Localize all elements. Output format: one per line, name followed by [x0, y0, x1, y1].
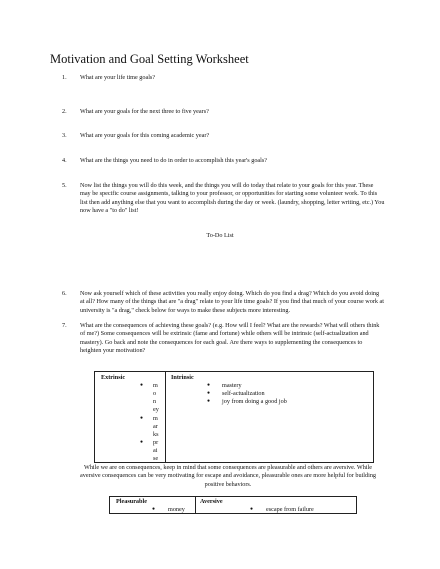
intrinsic-item: mastery — [222, 382, 242, 389]
extrinsic-fragment: se — [153, 455, 159, 462]
bullet-icon: ● — [140, 416, 144, 421]
question-number: 4. — [62, 157, 67, 164]
extrinsic-fragment: ai — [153, 447, 158, 454]
intrinsic-item: self-actualization — [222, 390, 265, 397]
extrinsic-fragment: ar — [153, 423, 158, 430]
page-title: Motivation and Goal Setting Worksheet — [50, 52, 249, 66]
consequences-note: While we are on consequences, keep in mind that some consequences are pleasurable and others are aversive. While aversive consequences can be very motivating for escape and avoidance, pleasurable ones are more helpful for building positive behaviors. — [79, 464, 377, 488]
question-number: 1. — [62, 74, 67, 81]
bullet-icon: ● — [250, 507, 254, 512]
aversive-item: escape from failure — [266, 506, 314, 513]
question-text: Now list the things you will do this week, and the things you will do today that relate to your goals for this year. These may be specific course assignments, talking to your professor, or opportunities for starting some volunteer work. To this list then add anything else that you want to accomplish during the day or week. (laundry, shopping, letter writing, etc.) You now have a "to do" list! — [80, 182, 385, 215]
question-number: 7. — [62, 322, 67, 329]
bullet-icon: ● — [140, 440, 144, 445]
extrinsic-fragment: o — [153, 390, 157, 397]
bullet-icon: ● — [140, 383, 144, 388]
pleasurable-header: Pleasurable — [116, 498, 147, 505]
todo-heading: To-Do List — [206, 232, 234, 239]
intrinsic-header: Intrinsic — [171, 374, 194, 381]
consequences-table — [94, 371, 374, 463]
extrinsic-fragment: ks — [153, 431, 159, 438]
column-divider — [195, 497, 196, 513]
question-text: Now ask yourself which of these activities you really enjoy doing. Which do you find a drag? Which do you avoid doing at all? How many of the things that are "a drag" relate to your life time goals? If you find that much of your course work at university is "a drag," check below for ways to make these subjects more interesting. — [80, 290, 385, 314]
question-number: 3. — [62, 132, 67, 139]
question-text: What are your goals for the next three to five years? — [80, 108, 209, 115]
question-text: What are your life time goals? — [80, 74, 156, 81]
aversive-header: Aversive — [200, 498, 223, 505]
question-text: What are the things you need to do in order to accomplish this year's goals? — [80, 157, 268, 164]
bullet-icon: ● — [207, 399, 211, 404]
pleasurable-aversive-table — [109, 496, 357, 514]
extrinsic-fragment: m — [153, 382, 158, 389]
question-text: What are your goals for this coming academic year? — [80, 132, 210, 139]
question-number: 6. — [62, 290, 67, 297]
question-number: 5. — [62, 182, 67, 189]
extrinsic-fragment: m — [153, 415, 158, 422]
bullet-icon: ● — [207, 383, 211, 388]
question-number: 2. — [62, 108, 67, 115]
bullet-icon: ● — [152, 507, 156, 512]
extrinsic-fragment: pr — [153, 439, 159, 446]
question-text: What are the consequences of achieving these goals? (e.g. How will I feel? What are the rewards? What will others think of me?) Some consequences will be extrinsic (fame and fortune) while others will be intrinsic (self-actualization and mastery). Go back and note the consequences for each goal. Are there ways to supplementing the consequences to heighten your motivation? — [80, 322, 380, 355]
column-divider — [165, 372, 166, 462]
intrinsic-item: joy from doing a good job — [222, 398, 287, 405]
extrinsic-fragment: ey — [153, 406, 159, 413]
extrinsic-fragment: n — [153, 398, 157, 405]
pleasurable-item: money — [168, 506, 185, 513]
extrinsic-header: Extrinsic — [101, 374, 126, 381]
bullet-icon: ● — [207, 391, 211, 396]
